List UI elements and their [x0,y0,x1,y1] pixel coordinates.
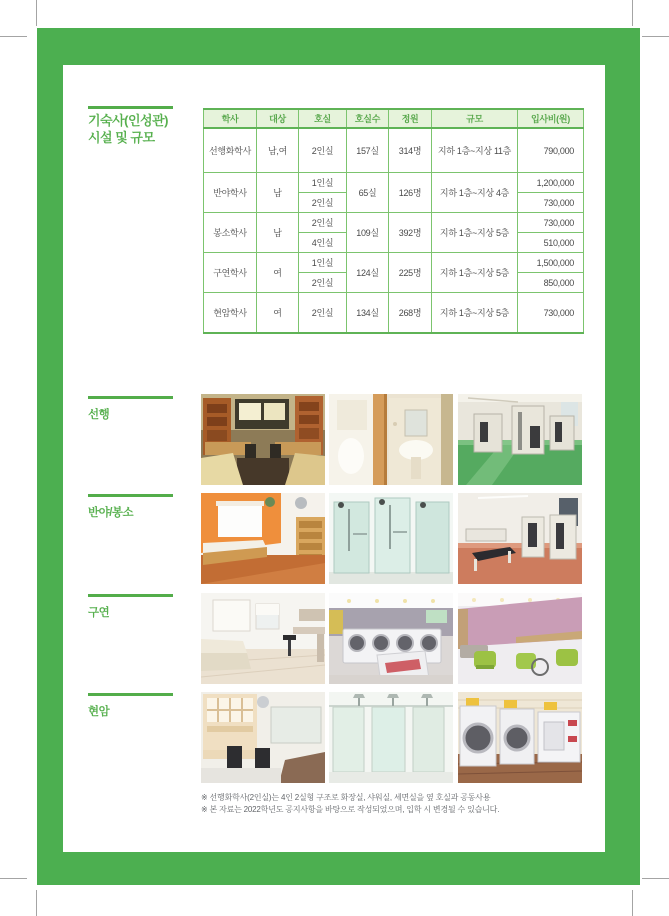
cell-fee: 790,000 [518,128,584,173]
cell-fee: 730,000 [518,293,584,334]
photo-image [201,593,325,684]
photo-image [329,394,453,485]
section-label-1: 선행 [88,409,110,421]
photo-image [329,493,453,584]
table-header-row [204,109,584,128]
cell-target: 여 [257,253,299,293]
section-rule [88,494,173,497]
cell-room-type: 2인실 [299,128,347,173]
cell-dorm-name: 구연학사 [204,253,257,293]
cell-room-type: 4인실 [299,233,347,253]
section-rule [88,396,173,399]
crop-mark [642,878,669,879]
photo-image [201,394,325,485]
cell-room-type: 1인실 [299,253,347,273]
cell-room-count: 134실 [347,293,389,334]
cell-capacity: 268명 [389,293,432,334]
photo-image [201,692,325,783]
dorm-info-table [203,108,584,334]
crop-mark [632,890,633,916]
cell-scale: 지하 1층~지상 5층 [432,253,518,293]
cell-fee: 850,000 [518,273,584,293]
photo-dorm-room-orange-wall [201,493,325,584]
cell-room-type: 2인실 [299,293,347,334]
section-rule [88,693,173,696]
cell-scale: 지하 1층~지상 11층 [432,128,518,173]
col-header-6: 입사비(원) [518,109,584,128]
cell-dorm-name: 선행화학사 [204,128,257,173]
photo-image [458,493,582,584]
cell-room-type: 2인실 [299,273,347,293]
cell-room-type: 2인실 [299,213,347,233]
cell-room-count: 109실 [347,213,389,253]
section-label-4: 현암 [88,706,110,718]
photo-fitness-room-red-floor [458,493,582,584]
crop-mark [632,0,633,26]
photo-image [201,493,325,584]
cell-fee: 510,000 [518,233,584,253]
col-header-4: 정원 [389,109,432,128]
table-row [204,173,584,193]
photo-image [458,394,582,485]
crop-mark [0,36,27,37]
footnote-2: ※ 본 자료는 2022학년도 공지사항을 바탕으로 작성되었으며, 입학 시 변경될 수 있습니다. [201,805,500,814]
table-head [204,109,584,128]
cell-dorm-name: 현암학사 [204,293,257,334]
cell-capacity: 225명 [389,253,432,293]
table-row [204,213,584,233]
section-label-2: 반야/봉소 [88,507,134,519]
photo-lounge-green-chairs [458,593,582,684]
table-row [204,253,584,273]
table-row [204,293,584,334]
cell-target: 여 [257,293,299,334]
section-label-3: 구연 [88,607,110,619]
page-title-line1: 기숙사(인성관) [88,113,169,128]
photo-laundry-room-washers [329,593,453,684]
col-header-3: 호실수 [347,109,389,128]
cell-room-type: 2인실 [299,193,347,213]
cell-fee: 1,500,000 [518,253,584,273]
cell-scale: 지하 1층~지상 5층 [432,293,518,334]
cell-dorm-name: 봉소학사 [204,213,257,253]
col-header-1: 대상 [257,109,299,128]
crop-mark [36,0,37,26]
page-title-line2: 시설 및 규모 [88,130,155,145]
footnote-1: ※ 선행화학사(2인실)는 4인 2실형 구조로 화장실, 샤워실, 세면실을 옆 호실과 공동사용 [201,793,491,802]
cell-room-count: 157실 [347,128,389,173]
table-body [204,128,584,333]
photo-image [458,692,582,783]
crop-mark [642,36,669,37]
cell-fee: 1,200,000 [518,173,584,193]
photo-study-room-shelves [201,692,325,783]
cell-room-count: 65실 [347,173,389,213]
crop-mark [0,878,27,879]
col-header-2: 호실 [299,109,347,128]
cell-room-count: 124실 [347,253,389,293]
photo-bathroom-sink [329,394,453,485]
cell-scale: 지하 1층~지상 5층 [432,213,518,253]
crop-mark [36,890,37,916]
cell-fee: 730,000 [518,213,584,233]
photo-shower-stalls-mint [329,493,453,584]
cell-dorm-name: 반야학사 [204,173,257,213]
cell-fee: 730,000 [518,193,584,213]
cell-target: 남,여 [257,128,299,173]
cell-capacity: 392명 [389,213,432,253]
title-rule [88,106,173,109]
cell-room-type: 1인실 [299,173,347,193]
photo-shower-stalls-white [329,692,453,783]
photo-image [329,692,453,783]
photo-dorm-room-bright [201,593,325,684]
cell-target: 남 [257,173,299,213]
photo-laundry-room-dryers [458,692,582,783]
photo-dorm-room-desks [201,394,325,485]
page-title [88,112,168,146]
cell-scale: 지하 1층~지상 4층 [432,173,518,213]
section-rule [88,594,173,597]
cell-capacity: 126명 [389,173,432,213]
col-header-0: 학사 [204,109,257,128]
photo-image [329,593,453,684]
table-row [204,128,584,173]
photo-fitness-room-green-floor [458,394,582,485]
col-header-5: 규모 [432,109,518,128]
cell-target: 남 [257,213,299,253]
photo-image [458,593,582,684]
cell-capacity: 314명 [389,128,432,173]
